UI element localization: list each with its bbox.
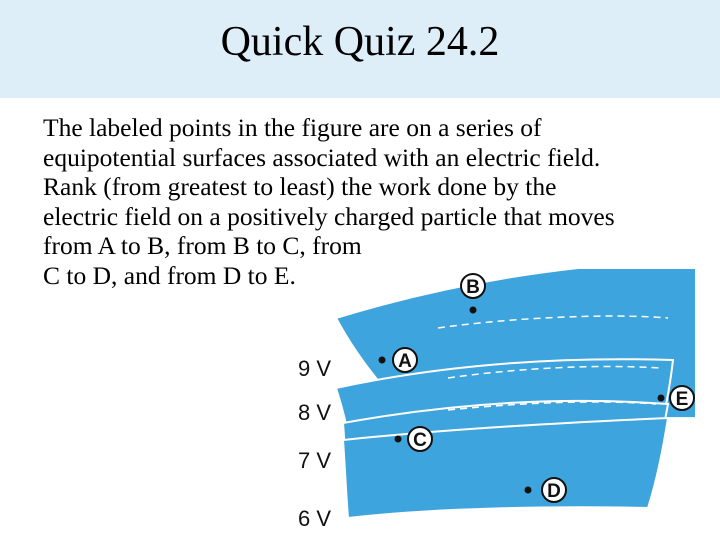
question-line: C to D, and from D to E. [43,260,296,290]
point-e-label: E [675,389,689,410]
point-e-dot [658,395,665,402]
point-b-label: B [466,277,480,298]
question-line: equipotential surfaces associated with an electric field. [43,142,601,172]
voltage-label-9v: 9 V [298,356,332,381]
point-d-dot [525,487,532,494]
question-line: The labeled points in the figure are on a series of [43,113,542,142]
voltage-label-6v: 6 V [298,506,332,531]
equipotential-diagram [288,268,696,536]
point-c-dot [395,436,402,443]
voltage-label-8v: 8 V [298,400,332,425]
point-a-dot [379,357,386,364]
question-line: Rank (from greatest to least) the work done by the [43,172,557,201]
point-c-label: C [413,430,427,451]
equipotential-figure [288,268,696,536]
question-line: electric field on a positively charged particle that moves [43,201,615,231]
slide-title: Quick Quiz 24.2 [220,19,500,65]
point-b-dot [470,307,477,314]
question-text [43,113,693,290]
voltage-label-7v: 7 V [298,448,332,473]
point-d-label: D [547,481,561,502]
question-line: from A to B, from B to C, from [43,231,362,260]
point-a-label: A [398,351,412,372]
